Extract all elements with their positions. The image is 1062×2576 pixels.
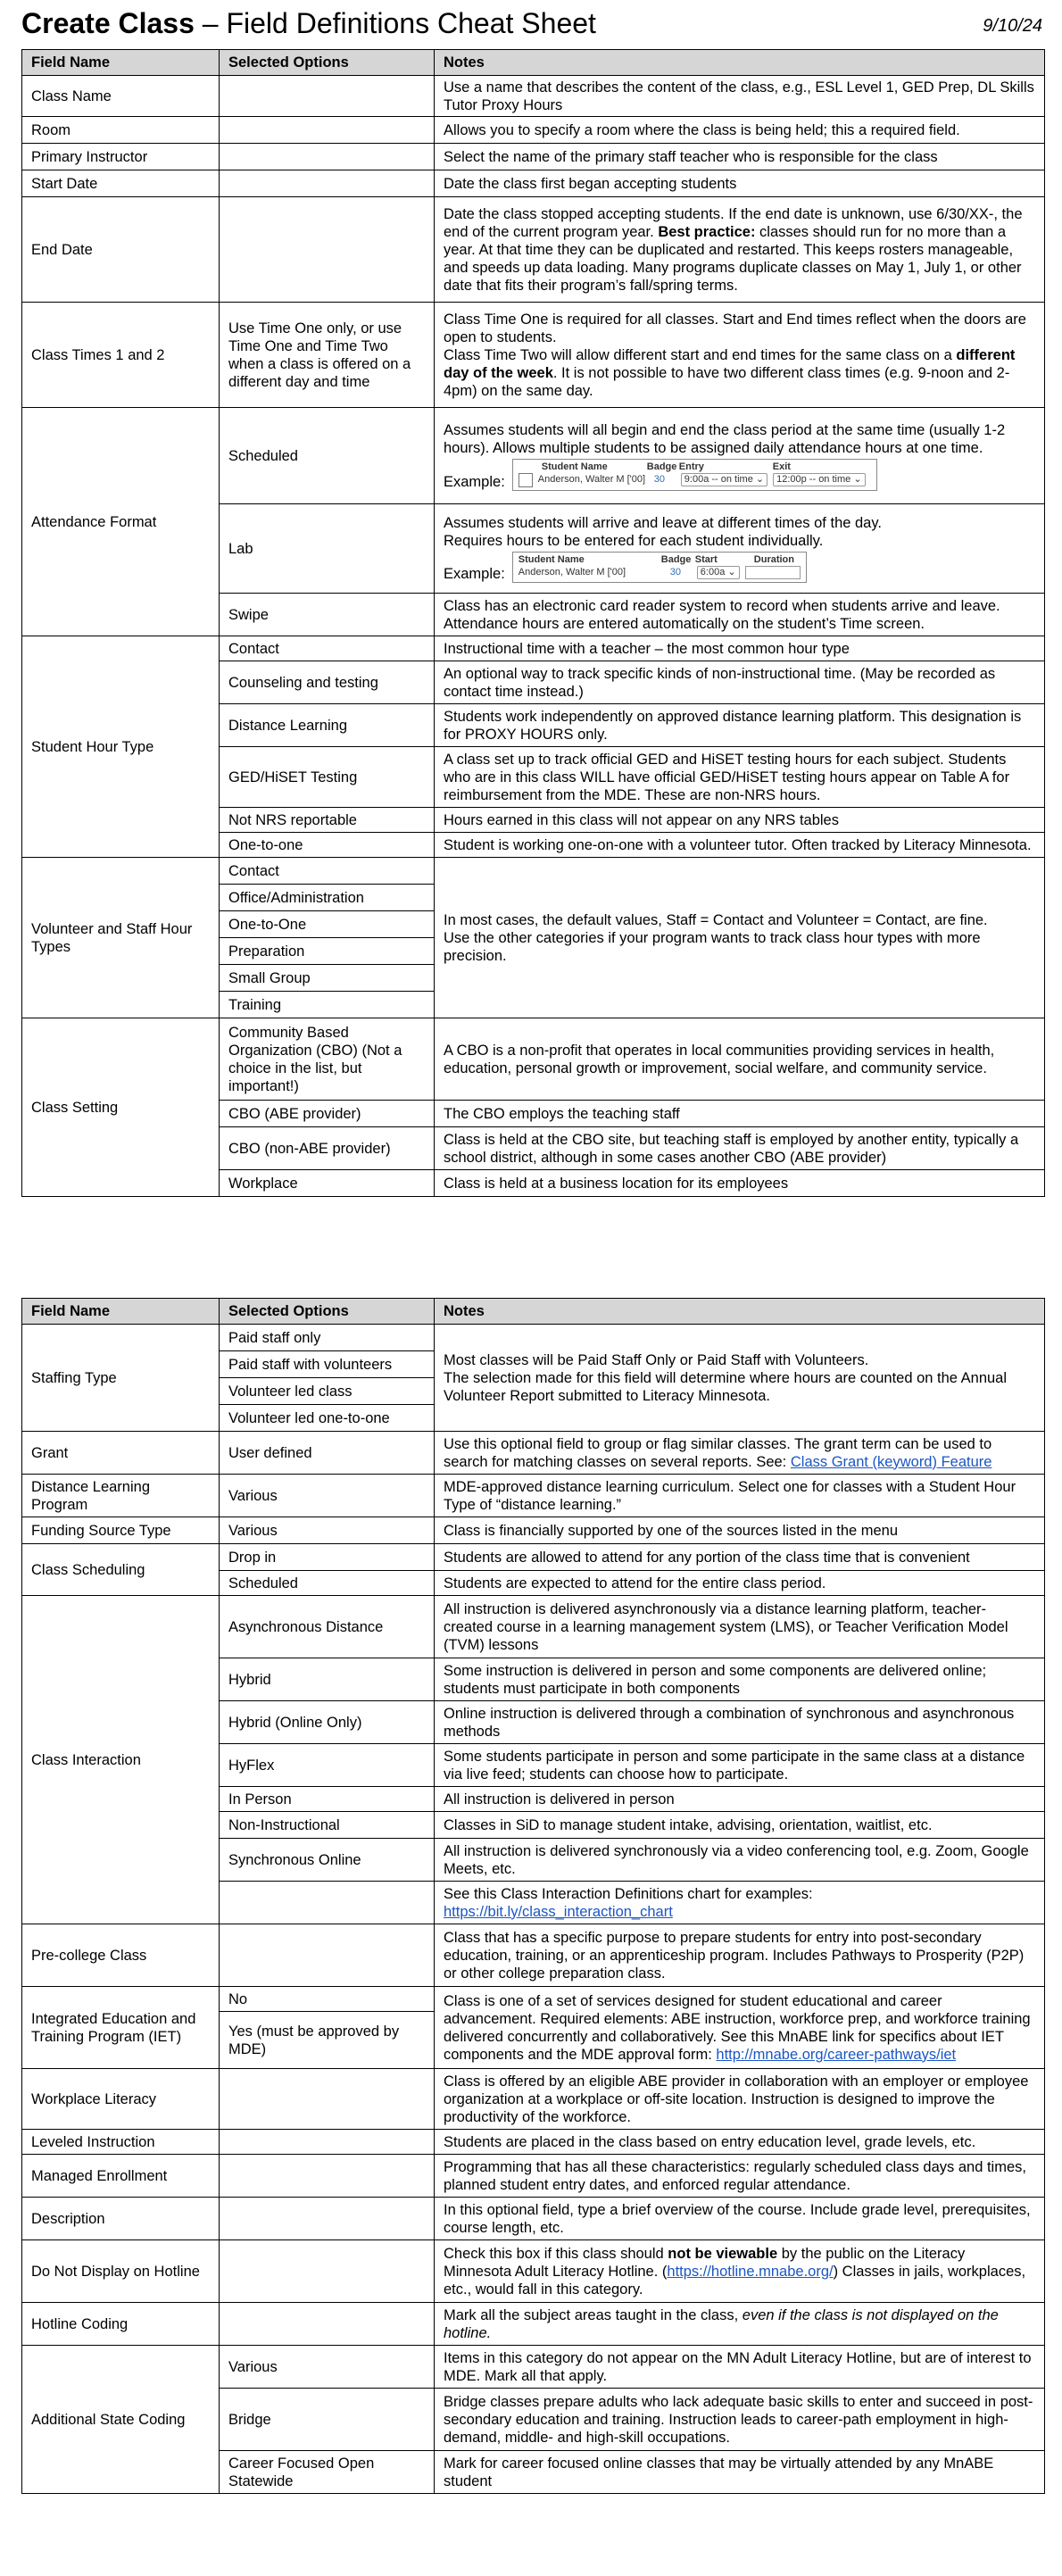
table-row — [22, 2155, 1045, 2198]
field-cell: Description — [22, 2198, 220, 2240]
emphasis-text: different day of the week — [444, 346, 1016, 381]
header-field-name: Field Name — [22, 50, 220, 76]
notes-cell: In this optional field, type a brief overview of the course. Include grade level, prerequisites, course length, etc. — [435, 2198, 1045, 2240]
attendance-example-lab — [512, 552, 807, 583]
notes-cell — [435, 504, 1045, 594]
notes-cell — [435, 1325, 1045, 1432]
table-row — [22, 170, 1045, 197]
best-practice-label: Best practice: — [658, 223, 756, 240]
option-cell — [220, 144, 435, 170]
table-row — [22, 197, 1045, 303]
header-notes: Notes — [435, 50, 1045, 76]
field-cell: Distance Learning Program — [22, 1475, 220, 1517]
example-col-start: Start — [694, 554, 718, 565]
field-cell: Class Interaction — [22, 1596, 220, 1924]
table-row — [22, 2240, 1045, 2303]
notes-cell: Use this optional field to group or flag similar classes. The grant term can be used to search for matching classes on several reports. See: Class Grant (keyword) Feature — [435, 1432, 1045, 1475]
field-cell: Class Name — [22, 76, 220, 117]
page-title-rest: – Field Definitions Cheat Sheet — [194, 7, 596, 39]
table-row — [22, 1517, 1045, 1544]
page-title-bold: Create Class — [21, 7, 195, 39]
notes-cell: Allows you to specify a room where the class is being held; this a required field. — [435, 117, 1045, 144]
notes-cell: A class set up to track official GED and HiSET testing hours for each subject. Students who are in this class WILL have official GED/HiSET testing hours appear on Table A for reimbursement from the MDE. These are non-NRS hours. — [435, 747, 1045, 808]
start-select: 6:00a ⌄ — [697, 566, 740, 579]
option-cell: One-to-One — [220, 911, 435, 938]
notes-cell: Class that has a specific purpose to prepare students for entry into post-secondary education, training, or an apprenticeship program. Includes Pathways to Prosperity (P2P) or other college preparation class. — [435, 1924, 1045, 1987]
notes-text: Most classes will be Paid Staff Only or Paid Staff with Volunteers. — [444, 1351, 869, 1368]
header-selected-options: Selected Options — [220, 1299, 435, 1325]
table-row — [22, 144, 1045, 170]
notes-cell: Class is held at a business location for its employees — [435, 1170, 1045, 1197]
notes-cell: Students are allowed to attend for any portion of the class time that is convenient — [435, 1544, 1045, 1571]
notes-text: Requires hours to be entered for each student individually. — [444, 533, 824, 549]
notes-cell: Bridge classes prepare adults who lack adequate basic skills to enter and succeed in post-secondary education and training. Instruction leads to career-path employment in high-demand, middle- and high-skill occupations. — [435, 2389, 1045, 2451]
example-col-entry: Entry — [678, 461, 704, 472]
field-cell: Grant — [22, 1432, 220, 1475]
notes-cell: Some students participate in person and some participate in the same class at a distance via live feed; students can choose how to participate. — [435, 1744, 1045, 1787]
table-row — [22, 1018, 1045, 1101]
notes-text: classes should run for no more than a year. At that time they can be duplicated and restarted. This keeps rosters manageable, and speeds up data loading. Many programs duplicate classes on May 1, July 1, or other date that fits their program’s fall/spring terms. — [444, 223, 1022, 294]
notes-cell: Hours earned in this class will not appear on any NRS tables — [435, 808, 1045, 833]
notes-text: In most cases, the default values, Staff = Contact and Volunteer = Contact, are fine. — [444, 911, 988, 928]
table-row — [22, 2198, 1045, 2240]
table-row — [22, 2069, 1045, 2130]
iet-link[interactable]: http://mnabe.org/career-pathways/iet — [716, 2046, 957, 2063]
notes-cell: Class is one of a set of services designed for student educational and career advancement. Required elements: ABE instruction, workforce prep, and workforce training delivered concurrently and collaboratively. See this MnABE link for specifics about IET components and the MDE approval form: http://mnabe.org/career-pathways/iet — [435, 1987, 1045, 2069]
exit-select: 12:00p -- on time ⌄ — [773, 473, 865, 486]
field-cell: Class Times 1 and 2 — [22, 303, 220, 408]
page-date: 9/10/24 — [983, 16, 1042, 36]
notes-cell: Programming that has all these characteristics: regularly scheduled class days and times, planned student entry dates, and enforced regular attendance. — [435, 2155, 1045, 2198]
option-cell: Synchronous Online — [220, 1839, 435, 1882]
option-cell: CBO (non-ABE provider) — [220, 1127, 435, 1170]
option-cell: Yes (must be approved by MDE) — [220, 2012, 435, 2069]
option-cell: Contact — [220, 636, 435, 661]
field-cell: Pre-college Class — [22, 1924, 220, 1987]
field-cell: Student Hour Type — [22, 636, 220, 858]
example-col-badge: Badge — [646, 461, 677, 472]
example-col-exit: Exit — [772, 461, 791, 472]
table-row — [22, 1987, 1045, 2012]
example-col-student: Student Name — [541, 461, 608, 472]
option-cell — [220, 1882, 435, 1924]
notes-cell: Mark all the subject areas taught in the class, even if the class is not displayed on the hotline. — [435, 2303, 1045, 2346]
notes-cell — [435, 197, 1045, 303]
class-grant-feature-link[interactable]: Class Grant (keyword) Feature — [790, 1453, 992, 1470]
header-notes: Notes — [435, 1299, 1045, 1325]
example-label: Example: — [444, 566, 505, 582]
field-cell: Class Setting — [22, 1018, 220, 1197]
option-cell — [220, 2069, 435, 2130]
field-definitions-table-2 — [21, 1298, 1045, 2494]
option-cell: Small Group — [220, 965, 435, 992]
example-badge: 30 — [653, 474, 666, 485]
example-label: Example: — [444, 473, 505, 490]
chevron-down-icon: ⌄ — [853, 474, 862, 485]
option-cell: Community Based Organization (CBO) (Not a choice in the list, but important!) — [220, 1018, 435, 1101]
option-cell: In Person — [220, 1787, 435, 1812]
table-row — [22, 2346, 1045, 2389]
field-cell: Staffing Type — [22, 1325, 220, 1432]
table-row — [22, 408, 1045, 504]
option-cell: Asynchronous Distance — [220, 1596, 435, 1658]
option-cell: No — [220, 1987, 435, 2012]
option-cell: Office/Administration — [220, 885, 435, 911]
option-cell — [220, 170, 435, 197]
table-row — [22, 2303, 1045, 2346]
notes-cell: All instruction is delivered in person — [435, 1787, 1045, 1812]
notes-cell: Students are expected to attend for the entire class period. — [435, 1571, 1045, 1596]
option-cell: Swipe — [220, 594, 435, 636]
notes-cell — [435, 408, 1045, 504]
notes-cell: A CBO is a non-profit that operates in local communities providing services in health, education, personal growth or improvement, social welfare, and community service. — [435, 1018, 1045, 1101]
emphasis-text: even if the class is not displayed on the hotline. — [444, 2306, 999, 2341]
option-cell: Various — [220, 2346, 435, 2389]
notes-text: Assumes students will arrive and leave at different times of the day. — [444, 515, 882, 531]
table-row — [22, 117, 1045, 144]
field-cell: End Date — [22, 197, 220, 303]
notes-cell: Class is financially supported by one of the sources listed in the menu — [435, 1517, 1045, 1544]
option-cell: One-to-one — [220, 833, 435, 858]
field-cell: Primary Instructor — [22, 144, 220, 170]
notes-cell: Check this box if this class should not be viewable by the public on the Literacy Minnesota Adult Literacy Hotline. (https://hotline.mnabe.org/) Classes in jails, workplaces, etc., would fall in this category. — [435, 2240, 1045, 2303]
notes-cell: Instructional time with a teacher – the most common hour type — [435, 636, 1045, 661]
entry-select: 9:00a -- on time ⌄ — [681, 473, 767, 486]
table-row — [22, 1924, 1045, 1987]
option-cell: Counseling and testing — [220, 661, 435, 704]
table-row — [22, 1325, 1045, 1351]
header-row — [22, 1299, 1045, 1325]
option-cell: Volunteer led one-to-one — [220, 1405, 435, 1432]
duration-input — [745, 566, 801, 579]
notes-cell: Class has an electronic card reader system to record when students arrive and leave. Attendance hours are entered automatically on the student’s Time screen. — [435, 594, 1045, 636]
option-cell — [220, 2155, 435, 2198]
field-cell: Start Date — [22, 170, 220, 197]
table-row — [22, 76, 1045, 117]
notes-cell: Class is held at the CBO site, but teaching staff is employed by another entity, typically a school district, although in some cases another CBO (ABE provider) — [435, 1127, 1045, 1170]
example-scheduled — [444, 459, 1035, 491]
option-cell — [220, 2130, 435, 2155]
header-selected-options: Selected Options — [220, 50, 435, 76]
table-row — [22, 858, 1045, 885]
table-row — [22, 1544, 1045, 1571]
notes-cell: Date the class first began accepting students — [435, 170, 1045, 197]
chevron-down-icon: ⌄ — [727, 567, 736, 578]
notes-cell: An optional way to track specific kinds of non-instructional time. (May be recorded as contact time instead.) — [435, 661, 1045, 704]
table-row — [22, 636, 1045, 661]
notes-cell: All instruction is delivered synchronously via a video conferencing tool, e.g. Zoom, Google Meets, etc. — [435, 1839, 1045, 1882]
table-row — [22, 2130, 1045, 2155]
option-cell — [220, 2198, 435, 2240]
field-cell: Leveled Instruction — [22, 2130, 220, 2155]
hotline-link[interactable]: https://hotline.mnabe.org/ — [667, 2263, 834, 2280]
example-col-duration: Duration — [753, 554, 795, 565]
option-cell: Scheduled — [220, 408, 435, 504]
option-cell — [220, 1924, 435, 1987]
option-cell: HyFlex — [220, 1744, 435, 1787]
option-cell: Volunteer led class — [220, 1378, 435, 1405]
class-interaction-chart-link[interactable]: https://bit.ly/class_interaction_chart — [444, 1903, 673, 1920]
option-cell: Various — [220, 1517, 435, 1544]
example-col-student: Student Name — [518, 554, 585, 565]
option-cell: Scheduled — [220, 1571, 435, 1596]
notes-text: See this Class Interaction Definitions chart for examples: — [444, 1885, 813, 1902]
field-cell: Integrated Education and Training Program (IET) — [22, 1987, 220, 2069]
option-cell: Preparation — [220, 938, 435, 965]
option-cell: Bridge — [220, 2389, 435, 2451]
notes-text: Use the other categories if your program wants to track class hour types with more precision. — [444, 929, 981, 964]
option-cell: Hybrid (Online Only) — [220, 1701, 435, 1744]
student-checkbox — [519, 473, 533, 487]
field-cell: Do Not Display on Hotline — [22, 2240, 220, 2303]
header-row — [22, 50, 1045, 76]
notes-cell — [435, 858, 1045, 1018]
chevron-down-icon: ⌄ — [755, 474, 765, 485]
notes-cell — [435, 303, 1045, 408]
option-cell: Distance Learning — [220, 704, 435, 747]
table-row — [22, 1475, 1045, 1517]
notes-cell: Some instruction is delivered in person and some components are delivered online; students must participate in both components — [435, 1658, 1045, 1701]
example-student: Anderson, Walter M ['00] — [518, 567, 626, 578]
option-cell — [220, 2240, 435, 2303]
notes-cell: Use a name that describes the content of the class, e.g., ESL Level 1, GED Prep, DL Skills Tutor Proxy Hours — [435, 76, 1045, 117]
option-cell: Various — [220, 1475, 435, 1517]
option-cell: GED/HiSET Testing — [220, 747, 435, 808]
option-cell: Hybrid — [220, 1658, 435, 1701]
notes-text: Class Time One is required for all classes. Start and End times reflect when the doors are open to students. — [444, 311, 1026, 345]
option-cell: Career Focused Open Statewide — [220, 2451, 435, 2494]
option-cell: Paid staff only — [220, 1325, 435, 1351]
option-cell — [220, 2303, 435, 2346]
notes-cell: Select the name of the primary staff teacher who is responsible for the class — [435, 144, 1045, 170]
option-cell: Training — [220, 992, 435, 1018]
example-badge: 30 — [669, 567, 682, 578]
option-cell: Use Time One only, or use Time One and Time Two when a class is offered on a different day and time — [220, 303, 435, 408]
example-lab — [444, 552, 1035, 583]
option-cell: Paid staff with volunteers — [220, 1351, 435, 1378]
notes-text: Assumes students will all begin and end the class period at the same time (usually 1-2 hours). Allows multiple students to be assigned daily attendance hours at one time. — [444, 421, 1006, 456]
field-cell: Additional State Coding — [22, 2346, 220, 2494]
notes-cell: Students work independently on approved distance learning platform. This designation is for PROXY HOURS only. — [435, 704, 1045, 747]
notes-cell: Classes in SiD to manage student intake, advising, orientation, waitlist, etc. — [435, 1812, 1045, 1839]
notes-cell: Mark for career focused online classes that may be virtually attended by any MnABE student — [435, 2451, 1045, 2494]
notes-cell: All instruction is delivered asynchronously via a distance learning platform, teacher-created course in a learning management system (LMS), or Teacher Verification Model (TVM) lessons — [435, 1596, 1045, 1658]
field-cell: Workplace Literacy — [22, 2069, 220, 2130]
field-definitions-table-1 — [21, 49, 1045, 1197]
notes-cell — [435, 1882, 1045, 1924]
notes-cell: Class is offered by an eligible ABE provider in collaboration with an employer or employee organization at a workplace or off-site location. Instruction is designed to improve the productivity of the workforce. — [435, 2069, 1045, 2130]
notes-text: Class Time Two will allow different start and end times for the same class on a different day of the week. It is not possible to have two different class times (e.g. 9-noon and 2-4pm) on the same day. — [444, 346, 1016, 399]
example-col-badge: Badge — [660, 554, 692, 565]
option-cell: User defined — [220, 1432, 435, 1475]
option-cell — [220, 76, 435, 117]
notes-text: The selection made for this field will determine where hours are counted on the Annual Volunteer Report submitted to Literacy Minnesota. — [444, 1369, 1008, 1404]
notes-cell: Student is working one-on-one with a volunteer tutor. Often tracked by Literacy Minnesota. — [435, 833, 1045, 858]
header-field-name: Field Name — [22, 1299, 220, 1325]
notes-cell: Students are placed in the class based on entry education level, grade levels, etc. — [435, 2130, 1045, 2155]
field-cell: Funding Source Type — [22, 1517, 220, 1544]
field-cell: Volunteer and Staff Hour Types — [22, 858, 220, 1018]
notes-text: Date the class stopped accepting students. If the end date is unknown, use 6/30/XX-, the end of the current program year. — [444, 205, 1023, 240]
table-row — [22, 1596, 1045, 1658]
field-cell: Class Scheduling — [22, 1544, 220, 1596]
field-cell: Hotline Coding — [22, 2303, 220, 2346]
field-cell: Room — [22, 117, 220, 144]
emphasis-text: not be viewable — [668, 2245, 778, 2262]
field-cell: Managed Enrollment — [22, 2155, 220, 2198]
option-cell: Non-Instructional — [220, 1812, 435, 1839]
option-cell — [220, 117, 435, 144]
page-title — [21, 7, 596, 40]
attendance-example-scheduled — [512, 459, 877, 491]
option-cell: Lab — [220, 504, 435, 594]
field-cell: Attendance Format — [22, 408, 220, 636]
option-cell — [220, 197, 435, 303]
example-student: Anderson, Walter M ['00] — [537, 474, 646, 485]
notes-cell: Items in this category do not appear on the MN Adult Literacy Hotline, but are of interest to MDE. Mark all that apply. — [435, 2346, 1045, 2389]
notes-cell: The CBO employs the teaching staff — [435, 1101, 1045, 1127]
option-cell: Not NRS reportable — [220, 808, 435, 833]
table-row — [22, 303, 1045, 408]
option-cell: Contact — [220, 858, 435, 885]
option-cell: CBO (ABE provider) — [220, 1101, 435, 1127]
notes-cell: Online instruction is delivered through a combination of synchronous and asynchronous methods — [435, 1701, 1045, 1744]
table-row — [22, 1432, 1045, 1475]
option-cell: Workplace — [220, 1170, 435, 1197]
notes-cell: MDE-approved distance learning curriculum. Select one for classes with a Student Hour Type of “distance learning.” — [435, 1475, 1045, 1517]
option-cell: Drop in — [220, 1544, 435, 1571]
